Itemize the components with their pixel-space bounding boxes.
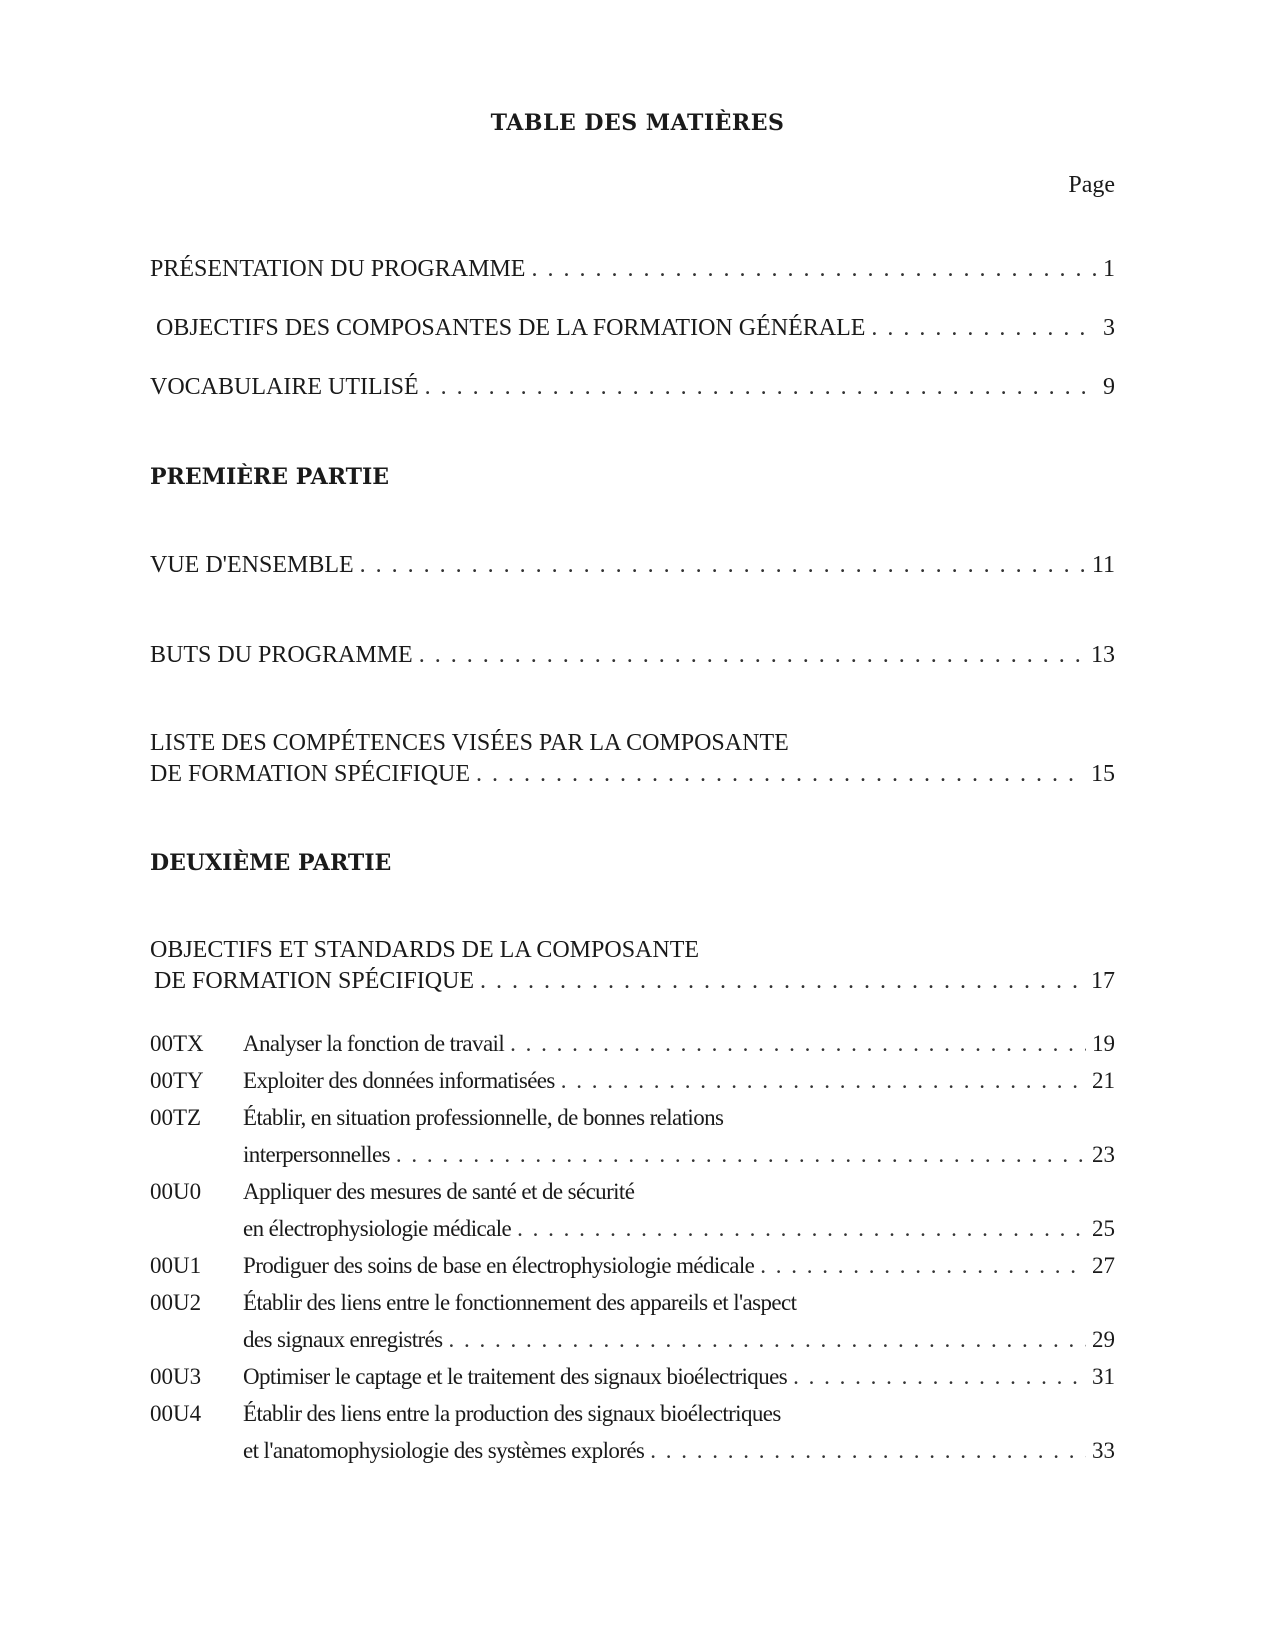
competency-text: Analyser la fonction de travail <box>243 1031 505 1056</box>
competency-code: 00U3 <box>150 1364 202 1389</box>
toc-entry <box>150 640 1115 671</box>
competency-text-line1: Appliquer des mesures de santé et de sécurité <box>243 1179 635 1204</box>
page-title: TABLE DES MATIÈRES <box>490 110 785 136</box>
dot-leader <box>793 1358 1086 1395</box>
toc-entry <box>150 935 1115 997</box>
competency-list <box>150 1025 1115 1469</box>
toc-entry-text-line2: DE FORMATION SPÉCIFIQUE <box>154 968 475 994</box>
dot-leader <box>561 1062 1086 1099</box>
toc-entry-text-line1: LISTE DES COMPÉTENCES VISÉES PAR LA COMPOSANTE <box>150 730 789 756</box>
competency-code: 00TZ <box>150 1105 202 1130</box>
competency-text: Prodiguer des soins de base en électrophysiologie médicale <box>243 1253 755 1278</box>
toc-entry-text: VUE D'ENSEMBLE <box>150 552 354 578</box>
competency-code: 00U4 <box>150 1401 202 1426</box>
dot-leader <box>396 1136 1086 1173</box>
competency-item <box>150 1358 1115 1395</box>
dot-leader <box>760 1247 1086 1284</box>
toc-entry-text-line2: DE FORMATION SPÉCIFIQUE <box>150 761 471 787</box>
dot-leader <box>425 372 1097 403</box>
competency-page: 19 <box>1092 1031 1115 1056</box>
competency-text-line2: des signaux enregistrés <box>243 1327 443 1352</box>
dot-leader <box>650 1432 1086 1469</box>
page-column-header: Page <box>1068 172 1115 198</box>
competency-code: 00U0 <box>150 1179 202 1204</box>
competency-text-line1: Établir, en situation professionnelle, de bonnes relations <box>243 1105 724 1130</box>
toc-entry-page: 15 <box>1091 761 1115 787</box>
competency-text-line1: Établir des liens entre le fonctionnement des appareils et l'aspect <box>243 1290 797 1315</box>
toc-entry-page: 1 <box>1103 256 1115 282</box>
competency-page: 21 <box>1092 1068 1115 1093</box>
competency-page: 27 <box>1092 1253 1115 1278</box>
toc-entry-page: 13 <box>1091 642 1115 668</box>
competency-item <box>150 1395 1115 1469</box>
dot-leader <box>871 313 1097 344</box>
competency-item <box>150 1062 1115 1099</box>
dot-leader <box>449 1321 1086 1358</box>
toc-entry <box>150 728 1115 790</box>
competency-page: 31 <box>1092 1364 1115 1389</box>
competency-item <box>150 1173 1115 1247</box>
competency-item <box>150 1247 1115 1284</box>
toc-entry-text: BUTS DU PROGRAMME <box>150 642 413 668</box>
section-heading-part2: DEUXIÈME PARTIE <box>150 850 392 876</box>
toc-entry <box>150 550 1115 581</box>
dot-leader <box>517 1210 1086 1247</box>
dot-leader <box>531 254 1097 285</box>
dot-leader <box>419 640 1085 671</box>
toc-entry-page: 11 <box>1091 552 1115 578</box>
competency-code: 00TX <box>150 1031 204 1056</box>
dot-leader <box>510 1025 1086 1062</box>
competency-text: Optimiser le captage et le traitement des signaux bioélectriques <box>243 1364 788 1389</box>
toc-entry-text: OBJECTIFS DES COMPOSANTES DE LA FORMATION GÉNÉRALE <box>156 315 866 341</box>
competency-page: 33 <box>1092 1438 1115 1463</box>
toc-entry <box>150 254 1115 285</box>
toc-entry <box>150 313 1115 344</box>
toc-entry-text: VOCABULAIRE UTILISÉ <box>150 374 419 400</box>
toc-entry <box>150 372 1115 403</box>
competency-item <box>150 1025 1115 1062</box>
competency-page: 25 <box>1092 1216 1115 1241</box>
competency-item <box>150 1099 1115 1173</box>
competency-text-line2: et l'anatomophysiologie des systèmes explorés <box>243 1438 645 1463</box>
dot-leader <box>476 759 1085 790</box>
section-heading-part1: PREMIÈRE PARTIE <box>150 464 390 490</box>
competency-text-line2: en électrophysiologie médicale <box>243 1216 512 1241</box>
toc-entry-text: PRÉSENTATION DU PROGRAMME <box>150 256 526 282</box>
competency-code: 00TY <box>150 1068 204 1093</box>
dot-leader <box>360 550 1086 581</box>
competency-page: 23 <box>1092 1142 1115 1167</box>
competency-item <box>150 1284 1115 1358</box>
competency-text-line1: Établir des liens entre la production des signaux bioélectriques <box>243 1401 781 1426</box>
toc-entry-page: 3 <box>1103 315 1115 341</box>
toc-entry-text-line1: OBJECTIFS ET STANDARDS DE LA COMPOSANTE <box>150 937 700 963</box>
dot-leader <box>480 966 1085 997</box>
toc-entry-page: 17 <box>1091 968 1115 994</box>
competency-code: 00U2 <box>150 1290 202 1315</box>
toc-entry-page: 9 <box>1103 374 1115 400</box>
competency-code: 00U1 <box>150 1253 202 1278</box>
competency-text-line2: interpersonnelles <box>243 1142 390 1167</box>
competency-text: Exploiter des données informatisées <box>243 1068 555 1093</box>
competency-page: 29 <box>1092 1327 1115 1352</box>
